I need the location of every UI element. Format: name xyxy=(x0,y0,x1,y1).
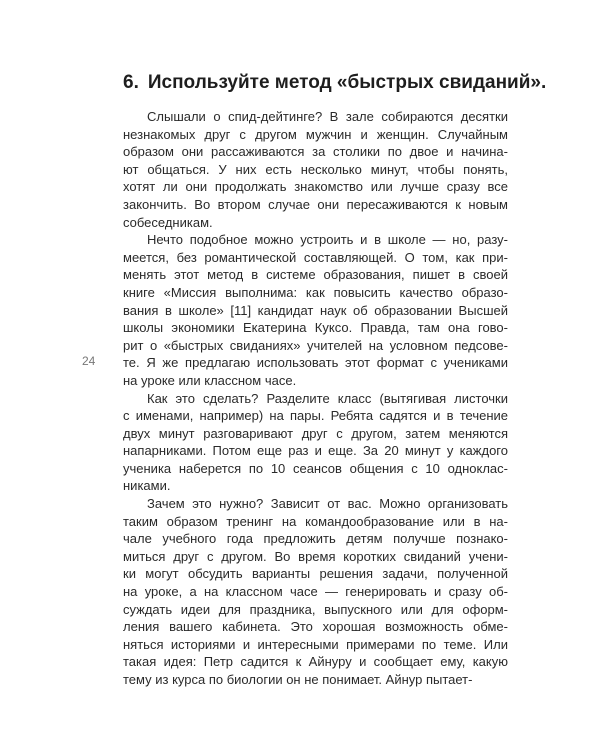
text-line: ления вашего кабинета. Это хорошая возможность обме- xyxy=(123,619,508,635)
section-title: Используйте метод «быстрых свиданий». xyxy=(147,72,547,93)
text-line: ют общаться. У них есть несколько минут, чтобы понять, xyxy=(123,161,508,177)
text-line: на уроке или классном часе. xyxy=(123,372,297,388)
section-number: 6. xyxy=(123,72,139,93)
text-line: такая идея: Петр садится к Айнуру и сообщает ему, какую xyxy=(123,654,508,670)
text-line: Слышали о спид-дейтинге? В зале собираются десятки xyxy=(147,109,508,124)
paragraph xyxy=(123,231,508,389)
text-line: хотят ли они продолжать знакомство или лучше сразу все xyxy=(123,179,508,195)
paragraph xyxy=(123,390,508,496)
text-line: Как это сделать? Разделите класс (вытягивая листочки xyxy=(147,390,508,406)
text-line: собеседникам. xyxy=(123,214,213,230)
text-line: чале учебного года предложить детям получше познако- xyxy=(123,531,508,547)
text-line: образом они рассаживаются за столики по двое и начина- xyxy=(123,144,508,160)
text-line: двух минут разговаривают друг с другом, затем меняются xyxy=(123,425,508,441)
text-line: ученика наберется по 10 сеансов общения с 10 одноклас- xyxy=(123,460,508,476)
text-line: с именами, например) на пары. Ребята садятся и в течение xyxy=(123,408,508,424)
text-line: вания в школе» [11] кандидат наук об образовании Высшей xyxy=(123,302,508,318)
text-line: меется, без романтической составляющей. О том, как при- xyxy=(123,249,508,265)
text-line: рит о «быстрых свиданиях» учителей на условном педсове- xyxy=(123,337,508,353)
text-line: незнакомых друг с другом мужчин и женщин. Случайным xyxy=(123,126,508,142)
text-line: школы экономики Екатерина Куксо. Правда, там она гово- xyxy=(123,320,508,336)
text-line: тему из курса по биологии он не понимает. Айнур пытает- xyxy=(123,672,473,687)
text-line: закончить. Во втором случае они пересаживаются к новым xyxy=(123,196,508,212)
text-line: суждать идеи для праздника, выпускного или для оформ- xyxy=(123,601,508,617)
text-line: Нечто подобное можно устроить и в школе — но, разу- xyxy=(147,232,508,248)
text-line: книге «Миссия выполнима: как повысить качество образо- xyxy=(123,284,508,300)
paragraph xyxy=(123,495,508,689)
text-line: Зачем это нужно? Зависит от вас. Можно организовать xyxy=(147,496,508,512)
section-heading xyxy=(123,72,546,94)
text-line: таким образом тренинг на командообразование или в на- xyxy=(123,513,508,529)
text-line: менять этот метод в системе образования, пишет в своей xyxy=(123,267,508,283)
paragraph xyxy=(123,108,508,231)
text-line: напарниками. Потом еще раз и еще. За 20 минут у каждого xyxy=(123,443,508,459)
page-number: 24 xyxy=(82,354,96,368)
text-line: на уроке, а на классном часе — генерировать и сразу об- xyxy=(123,584,508,600)
text-line: миться друг с другом. Во время коротких свиданий учени- xyxy=(123,548,508,564)
text-line: ки могут обсудить варианты решения задачи, полученной xyxy=(123,566,508,582)
text-line: никами. xyxy=(123,478,171,494)
body-text xyxy=(123,108,508,689)
text-line: те. Я же предлагаю использовать этот формат с учениками xyxy=(123,355,508,371)
text-line: няться историями и интересными примерами по теме. Или xyxy=(123,636,508,652)
